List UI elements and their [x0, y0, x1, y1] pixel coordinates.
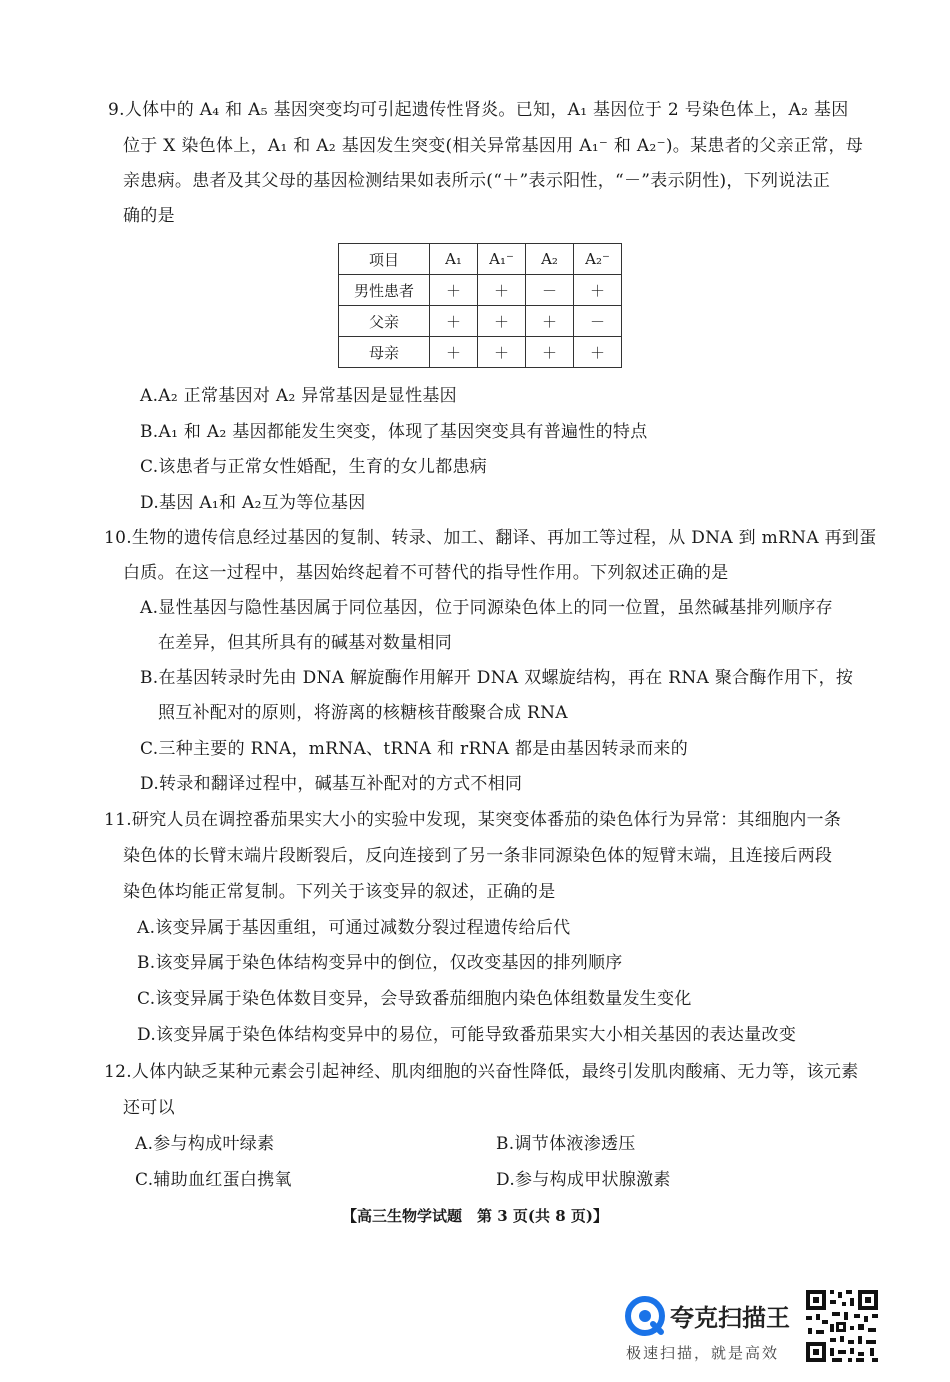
q12-option-c: C.辅助血红蛋白携氧 — [135, 1170, 292, 1190]
table-cell: ＋ — [526, 306, 574, 337]
table-cell: ＋ — [478, 275, 526, 306]
row-label: 母亲 — [339, 337, 430, 368]
brand-slogan: 极速扫描，就是高效 — [626, 1344, 780, 1362]
q9-line-3: 亲患病。患者及其父母的基因检测结果如表所示(“＋”表示阳性，“－”表示阴性)，下列说法正 — [123, 171, 831, 191]
table-cell: ＋ — [526, 337, 574, 368]
qr-code-icon — [804, 1288, 880, 1364]
row-label: 父亲 — [339, 306, 430, 337]
quark-logo-icon — [625, 1296, 665, 1336]
q11-option-a: A.该变异属于基因重组，可通过减数分裂过程遗传给后代 — [137, 918, 571, 938]
q12-line-1: 12.人体内缺乏某种元素会引起神经、肌肉细胞的兴奋性降低，最终引发肌肉酸痛、无力等，该元素 — [104, 1062, 859, 1082]
q11-line-2: 染色体的长臂末端片段断裂后，反向连接到了另一条非同源染色体的短臂末端，且连接后两段 — [123, 846, 833, 866]
q12-option-d: D.参与构成甲状腺激素 — [496, 1170, 671, 1190]
q10-line-2: 白质。在这一过程中，基因始终起着不可替代的指导性作用。下列叙述正确的是 — [123, 563, 729, 583]
table-cell: ＋ — [574, 337, 622, 368]
table-row — [339, 337, 622, 368]
page-footer: 【高三生物学试题 第 3 页(共 8 页)】 — [342, 1207, 608, 1225]
scanner-watermark — [622, 1292, 802, 1372]
q10-option-c: C.三种主要的 RNA，mRNA、tRNA 和 rRNA 都是由基因转录而来的 — [140, 739, 689, 759]
q10-option-a: A.显性基因与隐性基因属于同位基因，位于同源染色体上的同一位置，虽然碱基排列顺序存 — [140, 598, 833, 618]
q11-line-3: 染色体均能正常复制。下列关于该变异的叙述，正确的是 — [123, 882, 556, 902]
q11-option-c: C.该变异属于染色体数目变异，会导致番茄细胞内染色体组数量发生变化 — [137, 989, 692, 1009]
table-cell: － — [574, 306, 622, 337]
q9-option-b: B.A₁ 和 A₂ 基因都能发生突变，体现了基因突变具有普遍性的特点 — [140, 422, 648, 442]
table-header: A₂⁻ — [574, 244, 622, 275]
table-cell: ＋ — [430, 275, 478, 306]
q11-line-1: 11.研究人员在调控番茄果实大小的实验中发现，某突变体番茄的染色体行为异常：其细胞内一条 — [104, 810, 842, 830]
table-header-row — [339, 244, 622, 275]
q9-line-2: 位于 X 染色体上，A₁ 和 A₂ 基因发生突变(相关异常基因用 A₁⁻ 和 A₂⁻)。某患者的父亲正常，母 — [123, 136, 864, 156]
q9-option-c: C.该患者与正常女性婚配，生育的女儿都患病 — [140, 457, 488, 477]
table-header: A₁⁻ — [478, 244, 526, 275]
table-header: A₂ — [526, 244, 574, 275]
table-cell: ＋ — [478, 306, 526, 337]
table-cell: ＋ — [478, 337, 526, 368]
q9-option-d: D.基因 A₁和 A₂互为等位基因 — [140, 493, 366, 513]
table-row — [339, 306, 622, 337]
q9-option-a: A.A₂ 正常基因对 A₂ 异常基因是显性基因 — [140, 386, 457, 406]
q10-option-b: B.在基因转录时先由 DNA 解旋酶作用解开 DNA 双螺旋结构，再在 RNA 聚合酶作用下，按 — [140, 668, 854, 688]
row-label: 男性患者 — [339, 275, 430, 306]
q12-option-b: B.调节体液渗透压 — [496, 1134, 636, 1154]
q12-option-a: A.参与构成叶绿素 — [135, 1134, 275, 1154]
q10-option-d: D.转录和翻译过程中，碱基互补配对的方式不相同 — [140, 774, 523, 794]
table-row — [339, 275, 622, 306]
q9-line-4: 确的是 — [123, 206, 175, 226]
gene-test-table — [338, 243, 622, 368]
table-header: A₁ — [430, 244, 478, 275]
table-cell: ＋ — [430, 306, 478, 337]
q9-line-1: 9.人体中的 A₄ 和 A₅ 基因突变均可引起遗传性肾炎。已知，A₁ 基因位于 2 号染色体上，A₂ 基因 — [108, 100, 849, 120]
table-header: 项目 — [339, 244, 430, 275]
table-cell: ＋ — [430, 337, 478, 368]
q12-line-2: 还可以 — [123, 1098, 175, 1118]
q10-option-a-cont: 在差异，但其所具有的碱基对数量相同 — [158, 633, 453, 653]
q11-option-d: D.该变异属于染色体结构变异中的易位，可能导致番茄果实大小相关基因的表达量改变 — [137, 1025, 797, 1045]
q11-option-b: B.该变异属于染色体结构变异中的倒位，仅改变基因的排列顺序 — [137, 953, 623, 973]
table-cell: － — [526, 275, 574, 306]
table-cell: ＋ — [574, 275, 622, 306]
q10-line-1: 10.生物的遗传信息经过基因的复制、转录、加工、翻译、再加工等过程，从 DNA 到 mRNA 再到蛋 — [104, 528, 877, 548]
brand-name: 夸克扫描王 — [670, 1304, 790, 1332]
q10-option-b-cont: 照互补配对的原则，将游离的核糖核苷酸聚合成 RNA — [158, 703, 568, 723]
